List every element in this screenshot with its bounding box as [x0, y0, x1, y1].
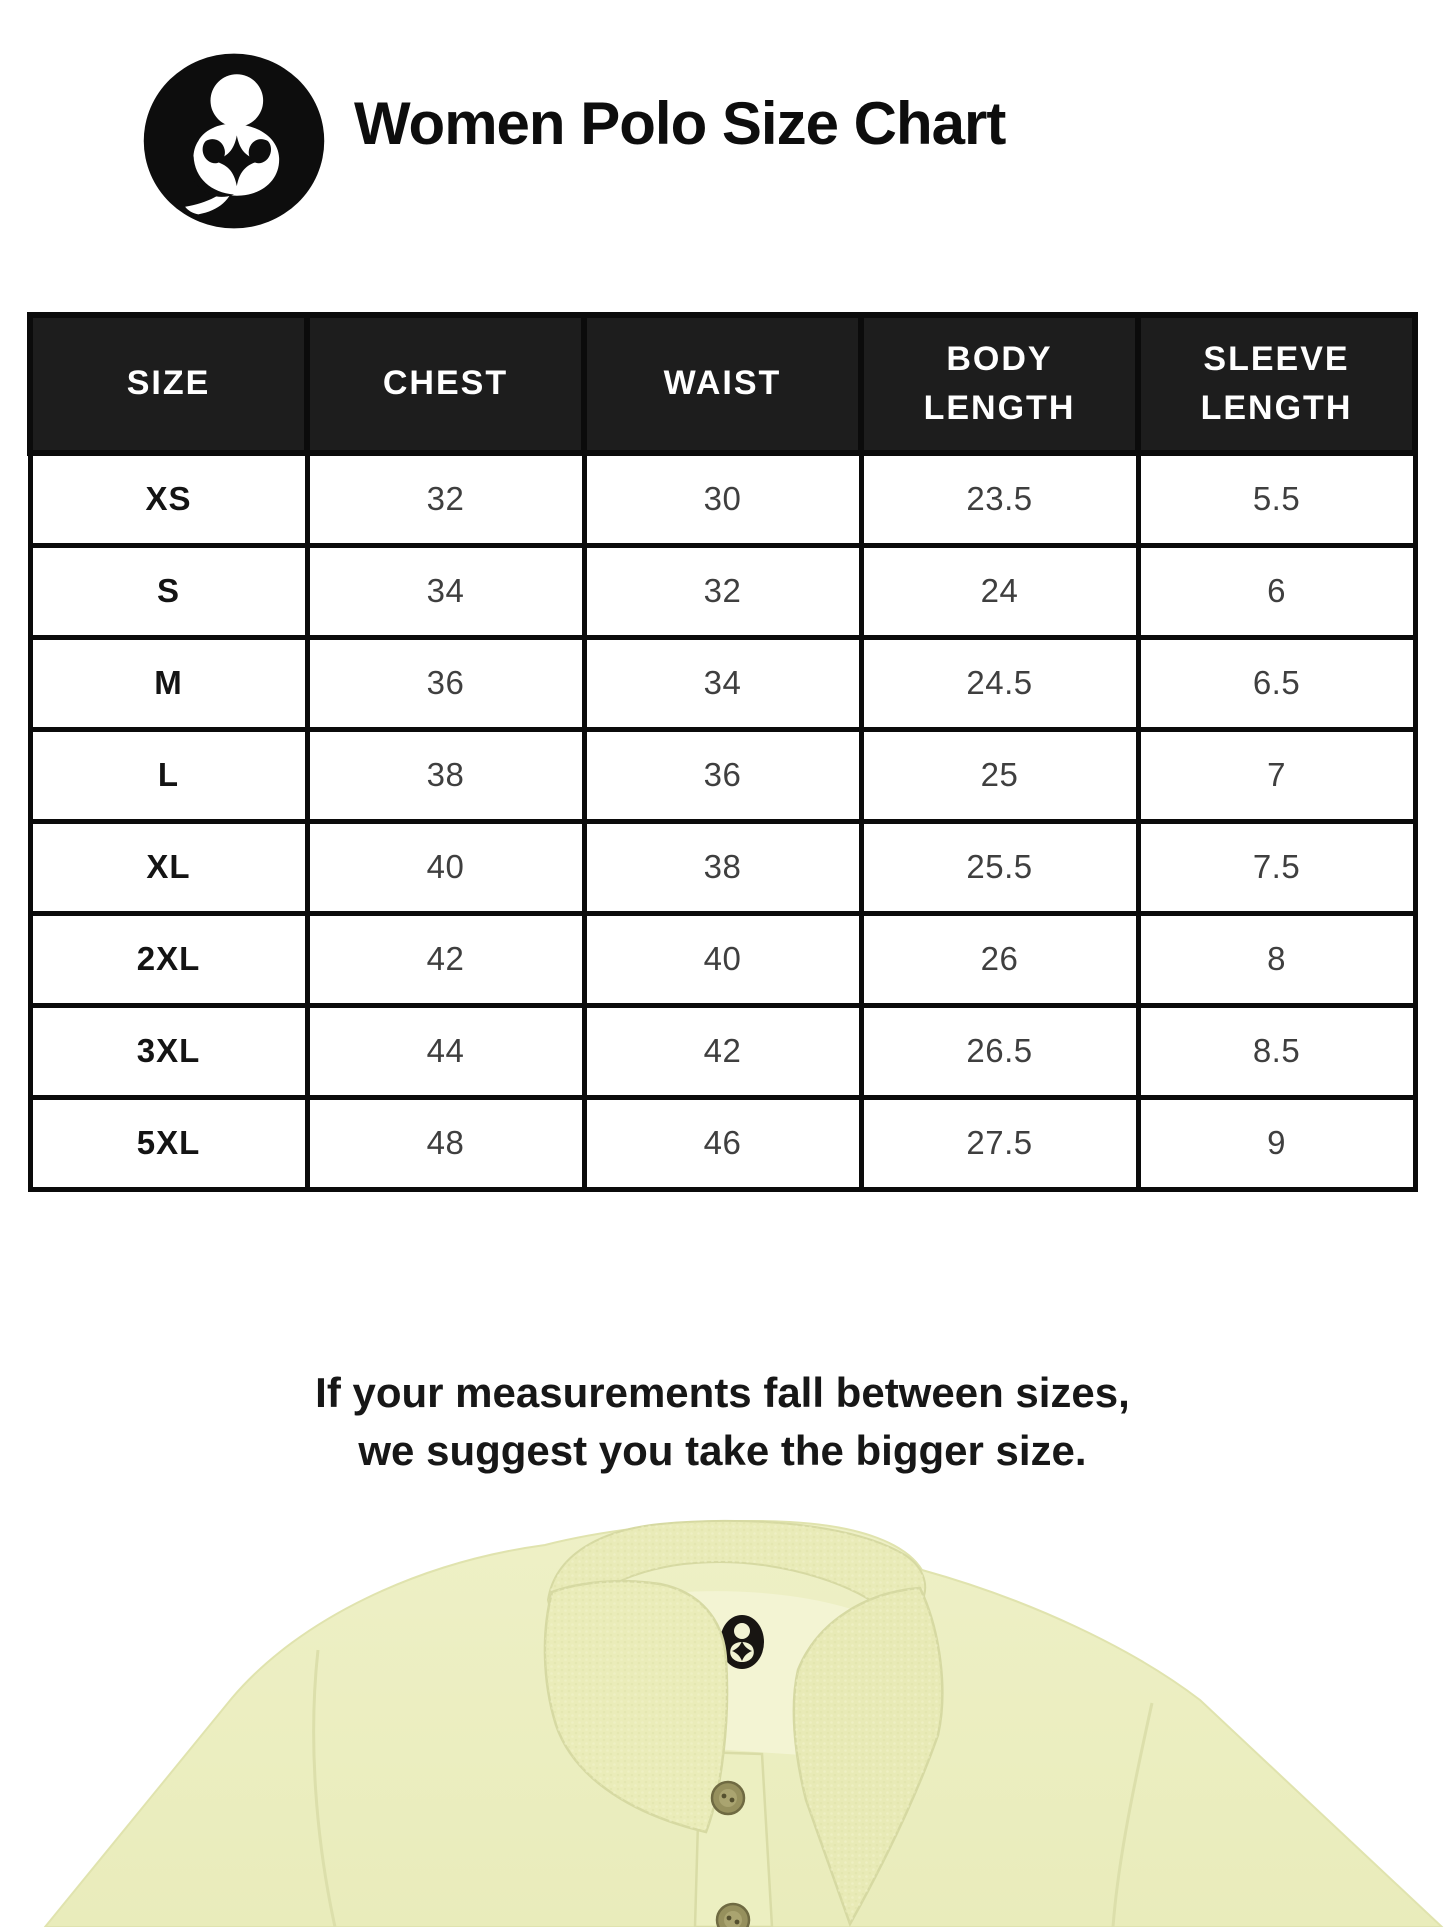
column-header-waist: WAIST	[584, 315, 861, 453]
waist-cell: 30	[584, 453, 861, 545]
page-title: Women Polo Size Chart	[354, 89, 1006, 157]
polo-top-button-icon	[712, 1782, 744, 1814]
body-length-cell: 24.5	[861, 637, 1138, 729]
size-cell: 3XL	[30, 1005, 307, 1097]
size-cell: XS	[30, 453, 307, 545]
sleeve-length-cell: 7.5	[1138, 821, 1415, 913]
fit-note-line-1: If your measurements fall between sizes,	[315, 1369, 1130, 1416]
chest-cell: 42	[307, 913, 584, 1005]
table-row	[30, 453, 1415, 545]
size-chart-table	[27, 312, 1418, 1192]
sleeve-length-cell: 6.5	[1138, 637, 1415, 729]
size-cell: S	[30, 545, 307, 637]
table-row	[30, 821, 1415, 913]
chest-cell: 36	[307, 637, 584, 729]
chest-cell: 44	[307, 1005, 584, 1097]
sleeve-length-cell: 8.5	[1138, 1005, 1415, 1097]
waist-cell: 32	[584, 545, 861, 637]
table-row	[30, 1005, 1415, 1097]
chest-cell: 40	[307, 821, 584, 913]
sleeve-length-cell: 8	[1138, 913, 1415, 1005]
column-header-sleeve-length: SLEEVE LENGTH	[1138, 315, 1415, 453]
waist-cell: 42	[584, 1005, 861, 1097]
column-header-chest: CHEST	[307, 315, 584, 453]
polo-shirt-illustration	[0, 1500, 1445, 1927]
sleeve-length-cell: 7	[1138, 729, 1415, 821]
size-cell: 5XL	[30, 1097, 307, 1189]
size-cell: L	[30, 729, 307, 821]
body-length-cell: 26	[861, 913, 1138, 1005]
waist-cell: 38	[584, 821, 861, 913]
body-length-cell: 23.5	[861, 453, 1138, 545]
polo-second-button-icon	[717, 1904, 749, 1927]
waist-cell: 46	[584, 1097, 861, 1189]
table-row	[30, 913, 1415, 1005]
sleeve-length-cell: 6	[1138, 545, 1415, 637]
body-length-cell: 26.5	[861, 1005, 1138, 1097]
body-length-cell: 27.5	[861, 1097, 1138, 1189]
body-length-cell: 24	[861, 545, 1138, 637]
size-cell: 2XL	[30, 913, 307, 1005]
size-cell: XL	[30, 821, 307, 913]
sleeve-length-cell: 9	[1138, 1097, 1415, 1189]
chest-cell: 48	[307, 1097, 584, 1189]
table-header-row	[30, 315, 1415, 453]
fit-note-line-2: we suggest you take the bigger size.	[358, 1427, 1087, 1474]
waist-cell: 40	[584, 913, 861, 1005]
brand-header	[140, 46, 1005, 236]
table-row	[30, 1097, 1415, 1189]
column-header-size: SIZE	[30, 315, 307, 453]
column-header-body-length: BODY LENGTH	[861, 315, 1138, 453]
polo-shirt-image	[0, 1500, 1445, 1927]
chest-cell: 34	[307, 545, 584, 637]
chest-cell: 32	[307, 453, 584, 545]
chest-cell: 38	[307, 729, 584, 821]
brand-logo-icon	[140, 47, 328, 235]
waist-cell: 34	[584, 637, 861, 729]
fit-note	[0, 1364, 1445, 1480]
waist-cell: 36	[584, 729, 861, 821]
size-cell: M	[30, 637, 307, 729]
table-row	[30, 729, 1415, 821]
body-length-cell: 25.5	[861, 821, 1138, 913]
body-length-cell: 25	[861, 729, 1138, 821]
table-row	[30, 545, 1415, 637]
table-row	[30, 637, 1415, 729]
sleeve-length-cell: 5.5	[1138, 453, 1415, 545]
